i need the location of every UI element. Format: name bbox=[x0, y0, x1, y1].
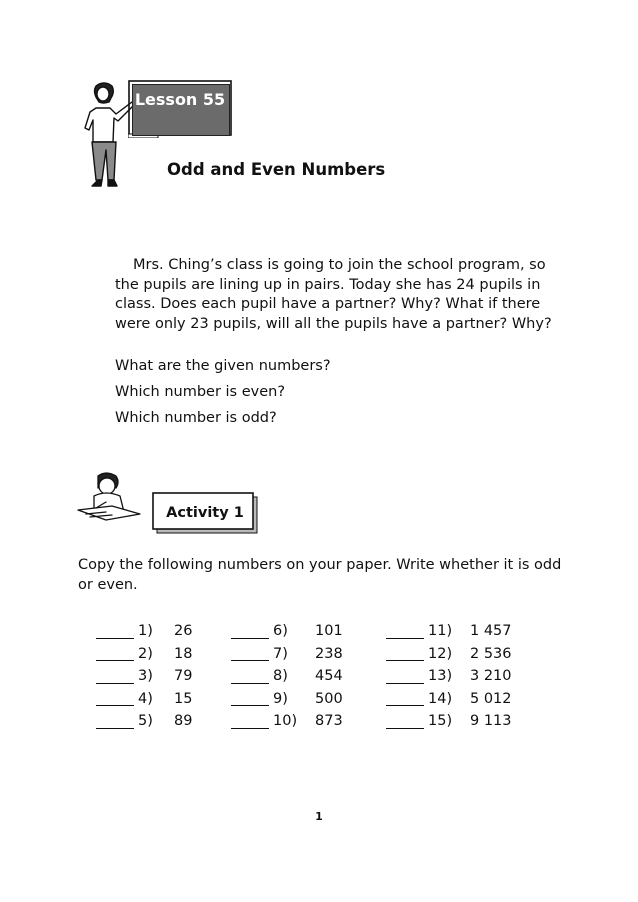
item-value: 79 bbox=[174, 668, 193, 684]
item-value: 238 bbox=[315, 645, 343, 662]
question-odd: Which number is odd? bbox=[115, 410, 277, 426]
exercise-item bbox=[231, 710, 343, 733]
exercise-item bbox=[231, 620, 343, 643]
answer-blank[interactable] bbox=[231, 624, 269, 639]
item-value: 101 bbox=[315, 623, 343, 639]
activity-label: Activity 1 bbox=[166, 505, 244, 521]
item-number: 1) bbox=[138, 623, 153, 639]
item-number: 9) bbox=[273, 690, 288, 707]
item-number: 13) bbox=[428, 668, 453, 684]
answer-blank[interactable] bbox=[231, 669, 269, 684]
item-number: 11) bbox=[428, 623, 453, 639]
item-number: 14) bbox=[428, 690, 453, 707]
lesson-title: Odd and Even Numbers bbox=[167, 160, 386, 179]
exercise-item bbox=[231, 643, 343, 666]
item-number: 4) bbox=[138, 690, 153, 707]
exercise-item bbox=[231, 688, 343, 711]
answer-blank[interactable] bbox=[231, 691, 269, 706]
item-number: 10) bbox=[273, 713, 298, 729]
answer-blank[interactable] bbox=[96, 646, 134, 661]
answer-blank[interactable] bbox=[386, 714, 424, 729]
exercise-item bbox=[231, 665, 343, 688]
item-value: 89 bbox=[174, 713, 193, 729]
answer-blank[interactable] bbox=[96, 624, 134, 639]
exercise-item bbox=[96, 665, 192, 688]
items-column-3 bbox=[386, 620, 512, 733]
item-value: 500 bbox=[315, 690, 343, 707]
activity-instruction: Copy the following numbers on your paper. Write whether it is odd or even. bbox=[78, 557, 562, 593]
item-value: 873 bbox=[315, 713, 343, 729]
answer-blank[interactable] bbox=[386, 691, 424, 706]
question-even: Which number is even? bbox=[115, 384, 286, 400]
answer-blank[interactable] bbox=[96, 691, 134, 706]
boy-writing-illustration bbox=[76, 470, 142, 530]
item-value: 2 536 bbox=[470, 645, 512, 662]
answer-blank[interactable] bbox=[96, 669, 134, 684]
answer-blank[interactable] bbox=[386, 624, 424, 639]
item-number: 6) bbox=[273, 623, 288, 639]
item-value: 3 210 bbox=[470, 668, 512, 684]
item-number: 8) bbox=[273, 668, 288, 684]
items-column-2 bbox=[231, 620, 343, 733]
exercise-item bbox=[386, 665, 512, 688]
answer-blank[interactable] bbox=[231, 714, 269, 729]
intro-paragraph bbox=[115, 256, 555, 334]
item-number: 12) bbox=[428, 645, 453, 662]
item-value: 18 bbox=[174, 645, 193, 662]
exercise-item bbox=[96, 643, 192, 666]
answer-blank[interactable] bbox=[386, 669, 424, 684]
item-value: 5 012 bbox=[470, 690, 512, 707]
item-number: 7) bbox=[273, 645, 288, 662]
item-number: 3) bbox=[138, 668, 153, 684]
items-column-1 bbox=[96, 620, 192, 733]
exercise-item bbox=[386, 688, 512, 711]
exercise-item bbox=[96, 620, 192, 643]
exercise-item bbox=[96, 710, 192, 733]
item-value: 9 113 bbox=[470, 713, 512, 729]
item-value: 26 bbox=[174, 623, 193, 639]
item-value: 454 bbox=[315, 668, 343, 684]
exercise-item bbox=[386, 620, 512, 643]
item-value: 15 bbox=[174, 690, 193, 707]
item-value: 1 457 bbox=[470, 623, 512, 639]
answer-blank[interactable] bbox=[231, 646, 269, 661]
answer-blank[interactable] bbox=[96, 714, 134, 729]
item-number: 15) bbox=[428, 713, 453, 729]
item-number: 2) bbox=[138, 645, 153, 662]
answer-blank[interactable] bbox=[386, 646, 424, 661]
exercise-item bbox=[386, 643, 512, 666]
question-given-numbers: What are the given numbers? bbox=[115, 358, 331, 374]
exercise-item bbox=[96, 688, 192, 711]
exercise-item bbox=[386, 710, 512, 733]
lesson-label: Lesson 55 bbox=[134, 90, 226, 109]
item-number: 5) bbox=[138, 713, 153, 729]
page-number: 1 bbox=[315, 810, 323, 823]
intro-paragraph-text: Mrs. Ching’s class is going to join the school program, so the pupils are lining up in pairs. Today she has 24 pupils in class. Does each pupil have a partner? Why? What if there were only 23 pupils, will all the pupils have a partner? Why? bbox=[115, 257, 552, 332]
